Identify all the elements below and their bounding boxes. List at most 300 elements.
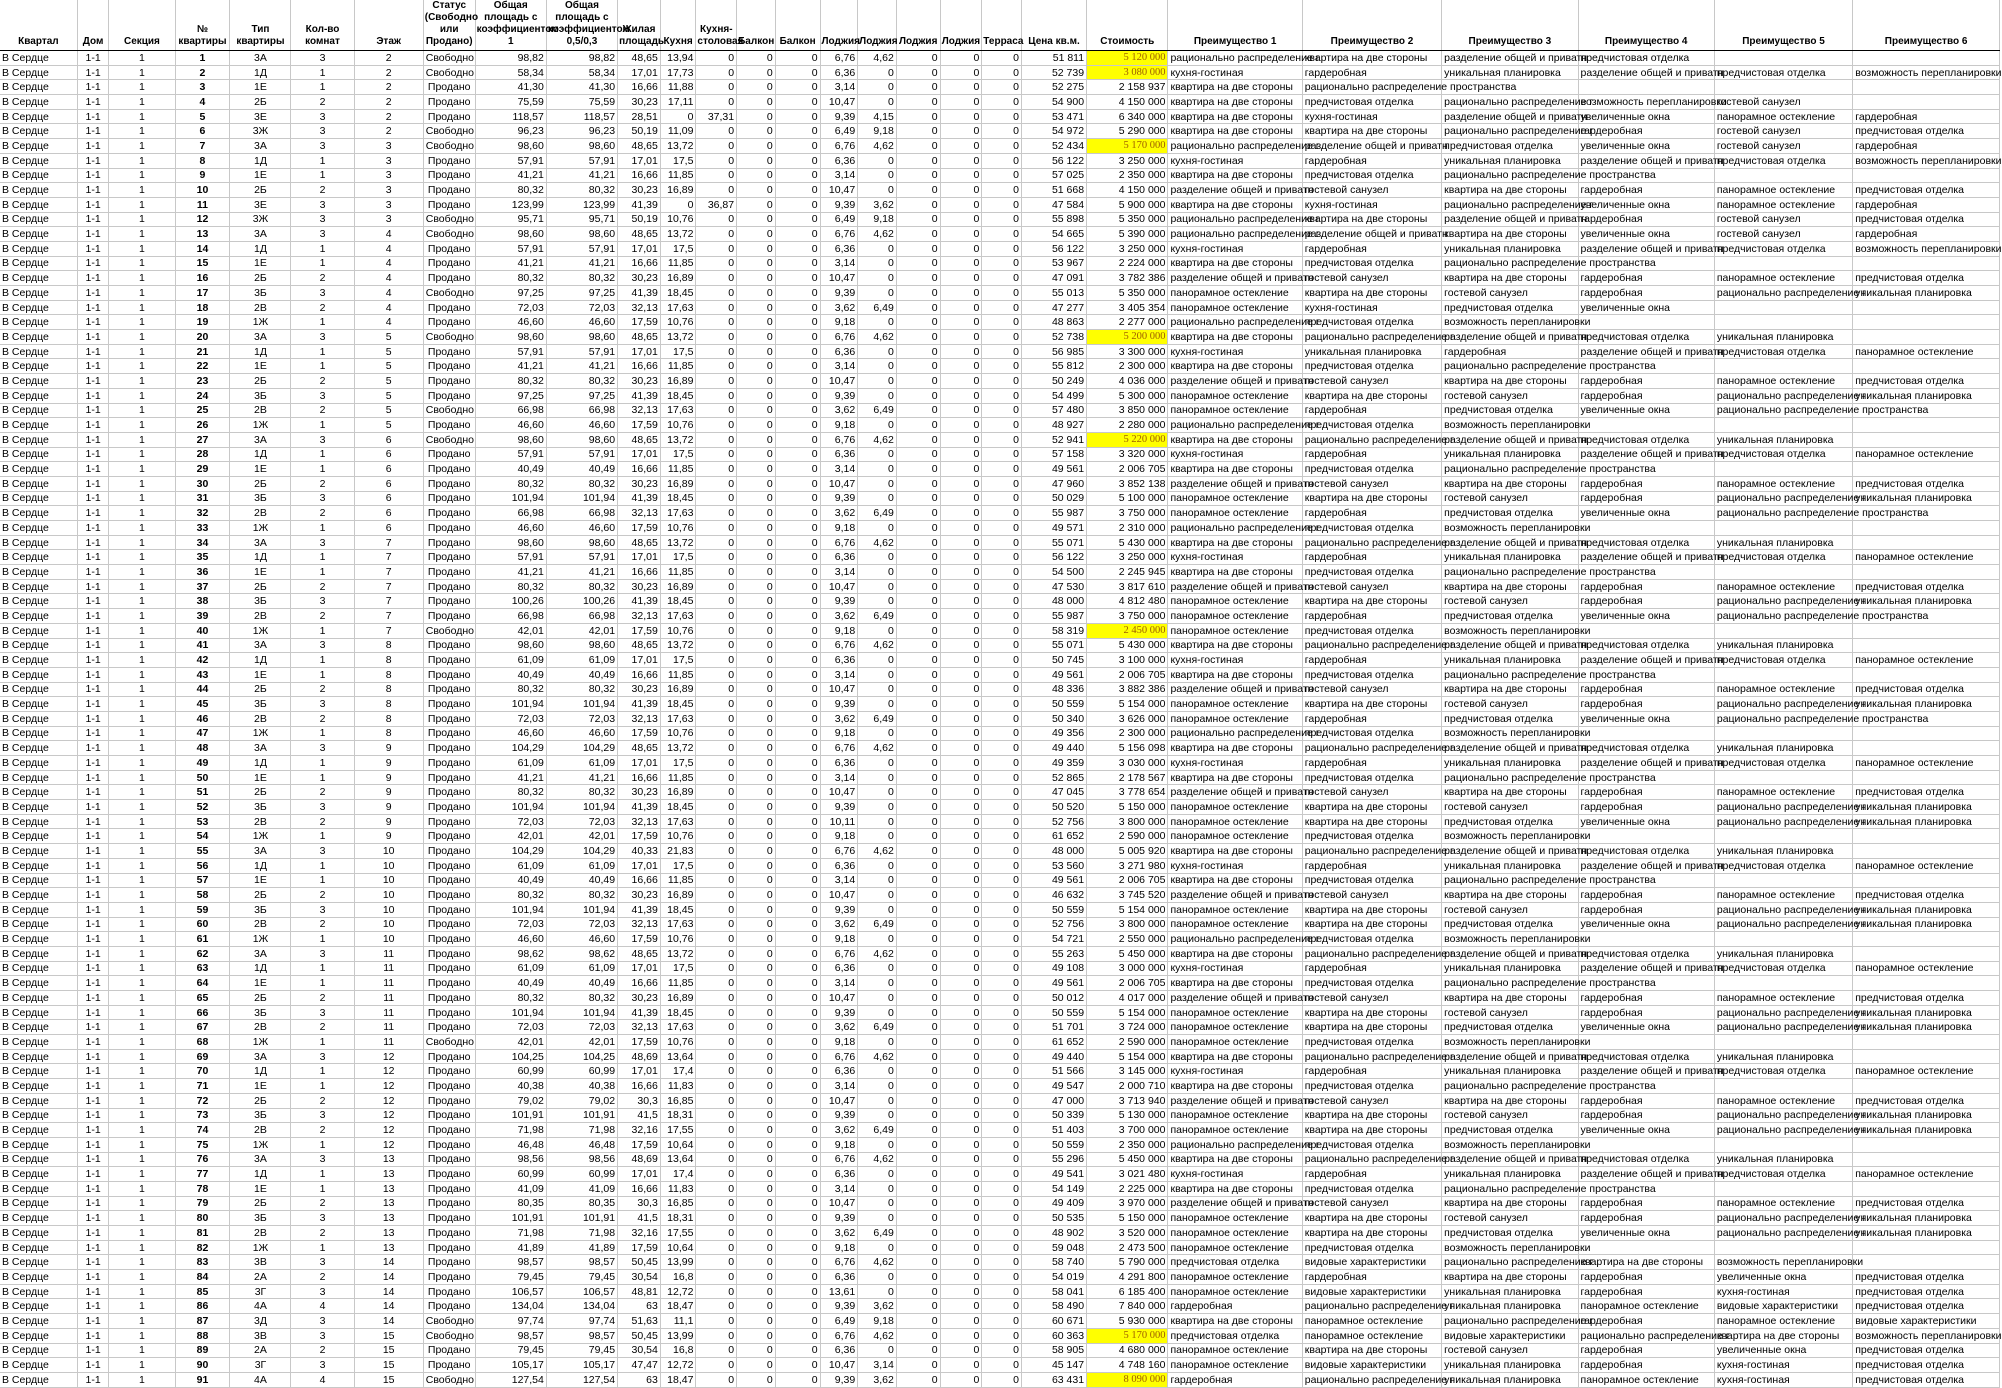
table-cell[interactable]: 3,14 xyxy=(820,873,858,888)
table-cell[interactable]: 0 xyxy=(858,829,897,844)
table-cell[interactable]: уникальная планировка xyxy=(1442,653,1578,668)
table-cell[interactable]: 3 250 000 xyxy=(1087,550,1168,565)
table-cell[interactable]: Продано xyxy=(423,991,475,1006)
table-cell[interactable]: 2 473 500 xyxy=(1087,1240,1168,1255)
table-cell[interactable]: 98,56 xyxy=(546,1152,617,1167)
table-cell[interactable]: 98,60 xyxy=(546,638,617,653)
table-cell[interactable]: рационально распределение г xyxy=(1302,638,1441,653)
table-cell[interactable]: 1-1 xyxy=(77,1299,109,1314)
table-cell[interactable]: 0 xyxy=(896,1093,940,1108)
table-cell[interactable]: 0 xyxy=(982,212,1022,227)
table-cell[interactable]: 0 xyxy=(858,682,897,697)
table-cell[interactable]: 0 xyxy=(775,462,820,477)
table-cell[interactable]: 47 xyxy=(175,726,230,741)
table-cell[interactable]: 1-1 xyxy=(77,1211,109,1226)
table-cell[interactable]: предчистовая отделка xyxy=(1302,168,1441,183)
table-cell[interactable]: 1 xyxy=(109,1064,175,1079)
table-cell[interactable]: 2 225 000 xyxy=(1087,1181,1168,1196)
table-cell[interactable]: 49 571 xyxy=(1021,521,1086,536)
table-cell[interactable]: 1Д xyxy=(230,447,291,462)
table-cell[interactable]: рационально распределение г xyxy=(1714,800,1852,815)
table-cell[interactable]: 3 800 000 xyxy=(1087,814,1168,829)
table-cell[interactable]: 54 721 xyxy=(1021,932,1086,947)
table-cell[interactable]: 3А xyxy=(230,1049,291,1064)
table-cell[interactable]: 1 xyxy=(109,638,175,653)
table-cell[interactable]: 4,62 xyxy=(858,741,897,756)
table-cell[interactable]: гардеробная xyxy=(1578,476,1714,491)
table-cell[interactable]: 0 xyxy=(775,1226,820,1241)
table-cell[interactable]: 79,02 xyxy=(546,1093,617,1108)
table-cell[interactable]: 1-1 xyxy=(77,1123,109,1138)
table-cell[interactable]: 4,62 xyxy=(858,139,897,154)
table-cell[interactable]: 0 xyxy=(940,80,982,95)
table-cell[interactable]: 4,62 xyxy=(858,330,897,345)
table-cell[interactable]: 0 xyxy=(896,756,940,771)
table-cell[interactable]: 4 xyxy=(354,271,423,286)
table-cell[interactable]: 3 782 386 xyxy=(1087,271,1168,286)
table-cell[interactable]: 6 185 400 xyxy=(1087,1284,1168,1299)
table-cell[interactable]: панорамное остекление xyxy=(1168,1020,1302,1035)
table-cell[interactable]: В Сердце xyxy=(0,1372,77,1387)
table-cell[interactable]: 0 xyxy=(737,682,776,697)
table-cell[interactable]: 58 041 xyxy=(1021,1284,1086,1299)
table-cell[interactable]: 3 xyxy=(291,1358,354,1373)
table-cell[interactable]: 0 xyxy=(982,1079,1022,1094)
table-cell[interactable]: 0 xyxy=(940,535,982,550)
table-cell[interactable]: 1Е xyxy=(230,770,291,785)
table-cell[interactable]: 3 745 520 xyxy=(1087,888,1168,903)
table-cell[interactable]: 2 xyxy=(291,579,354,594)
table-cell[interactable]: 0 xyxy=(775,432,820,447)
table-cell[interactable]: 50 559 xyxy=(1021,902,1086,917)
table-cell[interactable]: 36 xyxy=(175,565,230,580)
table-cell[interactable]: 0 xyxy=(982,726,1022,741)
table-cell[interactable]: 1 xyxy=(109,565,175,580)
table-cell[interactable]: 0 xyxy=(858,1079,897,1094)
table-cell[interactable]: 48,65 xyxy=(618,330,661,345)
column-header[interactable]: Кухня-столовая xyxy=(696,0,737,51)
table-cell[interactable]: 41,39 xyxy=(618,491,661,506)
table-cell[interactable]: квартира на две стороны xyxy=(1442,183,1578,198)
table-cell[interactable]: Продано xyxy=(423,667,475,682)
table-cell[interactable]: уникальная планировка xyxy=(1714,1152,1852,1167)
table-cell[interactable]: 54 900 xyxy=(1021,95,1086,110)
table-cell[interactable]: 100,26 xyxy=(546,594,617,609)
table-cell[interactable]: 0 xyxy=(696,844,737,859)
table-cell[interactable]: 3Ж xyxy=(230,212,291,227)
table-cell[interactable]: квартира на две стороны xyxy=(1442,785,1578,800)
table-cell[interactable] xyxy=(1714,667,1852,682)
table-cell[interactable]: квартира на две стороны xyxy=(1302,1211,1441,1226)
table-cell[interactable]: 1-1 xyxy=(77,418,109,433)
table-cell[interactable]: 6,49 xyxy=(820,212,858,227)
table-cell[interactable]: 17,11 xyxy=(660,95,696,110)
table-cell[interactable]: предчистовая отделка xyxy=(1578,51,1714,66)
table-cell[interactable]: 1Д xyxy=(230,653,291,668)
table-cell[interactable]: предчистовая отделка xyxy=(1302,95,1441,110)
table-cell[interactable]: 0 xyxy=(940,888,982,903)
table-cell[interactable]: предчистовая отделка xyxy=(1578,535,1714,550)
table-cell[interactable]: 0 xyxy=(696,697,737,712)
table-cell[interactable]: 1Ж xyxy=(230,932,291,947)
table-cell[interactable] xyxy=(1853,946,2000,961)
table-cell[interactable]: 0 xyxy=(940,51,982,66)
table-cell[interactable]: 18,45 xyxy=(660,902,696,917)
table-cell[interactable]: панорамное остекление xyxy=(1168,1270,1302,1285)
table-cell[interactable]: 0 xyxy=(737,1314,776,1329)
table-cell[interactable]: гардеробная xyxy=(1853,227,2000,242)
table-cell[interactable]: 2 xyxy=(291,917,354,932)
table-cell[interactable]: 7 xyxy=(354,550,423,565)
table-cell[interactable]: 50 520 xyxy=(1021,800,1086,815)
table-cell[interactable]: 17,63 xyxy=(660,917,696,932)
table-cell[interactable]: 3Б xyxy=(230,286,291,301)
table-cell[interactable]: 3 xyxy=(291,1049,354,1064)
table-cell[interactable]: В Сердце xyxy=(0,976,77,991)
table-cell[interactable]: 0 xyxy=(775,623,820,638)
table-cell[interactable]: 98,57 xyxy=(475,1328,546,1343)
table-cell[interactable]: рационально распределение г xyxy=(1442,95,1578,110)
table-cell[interactable]: гардеробная xyxy=(1578,124,1714,139)
table-cell[interactable]: 9,39 xyxy=(820,491,858,506)
table-cell[interactable]: 0 xyxy=(737,80,776,95)
table-cell[interactable]: 45 xyxy=(175,697,230,712)
table-cell[interactable]: 1-1 xyxy=(77,535,109,550)
table-cell[interactable]: 0 xyxy=(737,1240,776,1255)
table-cell[interactable]: 41,30 xyxy=(475,80,546,95)
table-cell[interactable]: 4 xyxy=(354,286,423,301)
table-cell[interactable]: 9 xyxy=(354,756,423,771)
table-cell[interactable]: 3 xyxy=(291,1284,354,1299)
table-cell[interactable]: 2 310 000 xyxy=(1087,521,1168,536)
table-cell[interactable]: 0 xyxy=(940,1284,982,1299)
table-cell[interactable]: 65 xyxy=(175,991,230,1006)
table-cell[interactable]: 2В xyxy=(230,1020,291,1035)
table-cell[interactable]: 0 xyxy=(696,1358,737,1373)
table-cell[interactable]: 1-1 xyxy=(77,462,109,477)
table-cell[interactable]: 3 750 000 xyxy=(1087,609,1168,624)
table-cell[interactable]: 44 xyxy=(175,682,230,697)
table-cell[interactable]: 0 xyxy=(696,462,737,477)
table-cell[interactable]: Продано xyxy=(423,418,475,433)
column-header[interactable]: Балкон xyxy=(775,0,820,51)
table-cell[interactable]: 0 xyxy=(940,1240,982,1255)
table-cell[interactable]: 9,18 xyxy=(820,623,858,638)
table-cell[interactable]: квартира на две стороны xyxy=(1302,212,1441,227)
table-cell[interactable]: 1 xyxy=(291,623,354,638)
table-cell[interactable] xyxy=(1714,770,1852,785)
table-cell[interactable]: Продано xyxy=(423,80,475,95)
table-cell[interactable]: В Сердце xyxy=(0,256,77,271)
table-cell[interactable]: разделение общей и приватн xyxy=(1578,447,1714,462)
table-cell[interactable]: 1-1 xyxy=(77,1079,109,1094)
table-cell[interactable]: 11,85 xyxy=(660,256,696,271)
table-cell[interactable]: кухня-гостиная xyxy=(1714,1358,1852,1373)
table-cell[interactable]: 0 xyxy=(737,286,776,301)
table-cell[interactable]: 2 xyxy=(291,991,354,1006)
table-cell[interactable]: 0 xyxy=(696,418,737,433)
table-cell[interactable]: 18,47 xyxy=(660,1372,696,1387)
table-cell[interactable]: 2Б xyxy=(230,1196,291,1211)
table-cell[interactable]: 6,76 xyxy=(820,227,858,242)
table-cell[interactable]: 0 xyxy=(696,491,737,506)
table-cell[interactable] xyxy=(1853,1079,2000,1094)
table-cell[interactable]: 32,13 xyxy=(618,1020,661,1035)
table-cell[interactable]: 3Б xyxy=(230,491,291,506)
table-cell[interactable]: кухня-гостиная xyxy=(1168,961,1302,976)
table-cell[interactable]: 1-1 xyxy=(77,902,109,917)
table-cell[interactable]: 6,36 xyxy=(820,241,858,256)
table-cell[interactable]: 11 xyxy=(354,1005,423,1020)
table-cell[interactable]: уникальная планировка xyxy=(1442,241,1578,256)
table-cell[interactable]: 0 xyxy=(896,506,940,521)
table-cell[interactable]: В Сердце xyxy=(0,95,77,110)
table-cell[interactable]: 17,63 xyxy=(660,711,696,726)
table-cell[interactable]: предчистовая отделка xyxy=(1302,976,1441,991)
table-cell[interactable]: 0 xyxy=(775,227,820,242)
table-cell[interactable]: разделение общей и приватн xyxy=(1168,785,1302,800)
table-cell[interactable]: 17,01 xyxy=(618,153,661,168)
table-cell[interactable]: 55 263 xyxy=(1021,946,1086,961)
table-cell[interactable]: 0 xyxy=(896,1196,940,1211)
table-cell[interactable]: 1-1 xyxy=(77,139,109,154)
table-cell[interactable]: 0 xyxy=(858,271,897,286)
table-cell[interactable] xyxy=(1578,829,1714,844)
table-cell[interactable]: 1 xyxy=(109,844,175,859)
table-cell[interactable]: 0 xyxy=(940,271,982,286)
table-cell[interactable]: 0 xyxy=(775,447,820,462)
table-cell[interactable]: 1Д xyxy=(230,1167,291,1182)
table-cell[interactable]: 48 336 xyxy=(1021,682,1086,697)
table-cell[interactable]: 101,94 xyxy=(546,902,617,917)
table-cell[interactable]: 9,39 xyxy=(820,594,858,609)
table-cell[interactable] xyxy=(1853,565,2000,580)
table-cell[interactable]: 0 xyxy=(775,1020,820,1035)
table-cell[interactable]: 1-1 xyxy=(77,432,109,447)
table-cell[interactable]: разделение общей и приватн xyxy=(1168,888,1302,903)
table-cell[interactable]: 1 xyxy=(109,770,175,785)
table-cell[interactable]: В Сердце xyxy=(0,1328,77,1343)
table-cell[interactable]: 2 158 937 xyxy=(1087,80,1168,95)
table-cell[interactable]: 3 080 000 xyxy=(1087,65,1168,80)
table-cell[interactable]: разделение общей и приватн xyxy=(1442,638,1578,653)
table-cell[interactable]: кухня-гостиная xyxy=(1714,1372,1852,1387)
table-cell[interactable] xyxy=(1714,521,1852,536)
table-cell[interactable]: 0 xyxy=(940,946,982,961)
table-cell[interactable]: 0 xyxy=(896,51,940,66)
table-cell[interactable]: 0 xyxy=(982,1093,1022,1108)
table-cell[interactable]: рационально распределение г xyxy=(1168,212,1302,227)
table-cell[interactable]: 1 xyxy=(291,1240,354,1255)
table-cell[interactable]: 4 xyxy=(354,227,423,242)
table-cell[interactable]: 101,94 xyxy=(475,902,546,917)
table-cell[interactable]: 55 xyxy=(175,844,230,859)
table-cell[interactable]: предчистовая отделка xyxy=(1853,1299,2000,1314)
table-cell[interactable]: квартира на две стороны xyxy=(1442,888,1578,903)
table-cell[interactable]: 6,49 xyxy=(858,300,897,315)
table-cell[interactable]: 0 xyxy=(982,1005,1022,1020)
table-cell[interactable]: гостевой санузел xyxy=(1302,888,1441,903)
table-cell[interactable]: уникальная планировка xyxy=(1853,814,2000,829)
table-cell[interactable]: 0 xyxy=(696,829,737,844)
table-cell[interactable]: 101,91 xyxy=(475,1108,546,1123)
table-cell[interactable]: 32,16 xyxy=(618,1226,661,1241)
table-cell[interactable]: 3,14 xyxy=(820,770,858,785)
table-cell[interactable]: 17,4 xyxy=(660,1064,696,1079)
table-cell[interactable]: 60 671 xyxy=(1021,1314,1086,1329)
table-cell[interactable]: 13,72 xyxy=(660,638,696,653)
table-cell[interactable]: 0 xyxy=(896,388,940,403)
table-cell[interactable]: 52 434 xyxy=(1021,139,1086,154)
table-cell[interactable]: 32,13 xyxy=(618,403,661,418)
table-cell[interactable]: уникальная планировка xyxy=(1853,1211,2000,1226)
table-cell[interactable]: 4 017 000 xyxy=(1087,991,1168,1006)
table-cell[interactable]: 2 xyxy=(291,609,354,624)
table-cell[interactable]: квартира на две стороны xyxy=(1302,1108,1441,1123)
table-cell[interactable]: рационально распределение г xyxy=(1442,1255,1578,1270)
table-cell[interactable]: 5 154 000 xyxy=(1087,1049,1168,1064)
table-cell[interactable]: 0 xyxy=(982,197,1022,212)
table-cell[interactable]: 1-1 xyxy=(77,1196,109,1211)
table-cell[interactable]: 0 xyxy=(940,785,982,800)
table-cell[interactable]: 1-1 xyxy=(77,814,109,829)
table-cell[interactable]: предчистовая отделка xyxy=(1302,1240,1441,1255)
table-cell[interactable]: Свободно xyxy=(423,432,475,447)
table-cell[interactable]: В Сердце xyxy=(0,1020,77,1035)
table-cell[interactable]: квартира на две стороны xyxy=(1714,1328,1852,1343)
table-cell[interactable]: 0 xyxy=(737,256,776,271)
table-cell[interactable]: уникальная планировка xyxy=(1442,858,1578,873)
table-cell[interactable]: 0 xyxy=(858,579,897,594)
table-cell[interactable]: 2 xyxy=(291,403,354,418)
table-cell[interactable]: Продано xyxy=(423,1240,475,1255)
table-cell[interactable]: разделение общей и приватн xyxy=(1442,330,1578,345)
table-cell[interactable]: 48,81 xyxy=(618,1284,661,1299)
table-cell[interactable]: 5 200 000 xyxy=(1087,330,1168,345)
table-cell[interactable]: 9,18 xyxy=(858,124,897,139)
column-header[interactable]: Преимущество 4 xyxy=(1578,0,1714,51)
table-cell[interactable]: 0 xyxy=(737,1093,776,1108)
table-cell[interactable]: 0 xyxy=(940,168,982,183)
table-cell[interactable]: 3 xyxy=(291,124,354,139)
table-cell[interactable]: 30 xyxy=(175,476,230,491)
table-cell[interactable]: 6 xyxy=(354,506,423,521)
table-cell[interactable]: кухня-гостиная xyxy=(1302,300,1441,315)
table-cell[interactable]: Продано xyxy=(423,844,475,859)
table-cell[interactable]: 6,36 xyxy=(820,447,858,462)
table-cell[interactable]: Продано xyxy=(423,388,475,403)
table-cell[interactable]: 0 xyxy=(982,873,1022,888)
table-cell[interactable]: 98,60 xyxy=(475,227,546,242)
table-cell[interactable] xyxy=(1578,1137,1714,1152)
table-cell[interactable]: 80,32 xyxy=(546,991,617,1006)
table-cell[interactable]: предчистовая отделка xyxy=(1442,711,1578,726)
table-cell[interactable]: 0 xyxy=(737,153,776,168)
table-cell[interactable]: 0 xyxy=(858,756,897,771)
table-cell[interactable]: 4 748 160 xyxy=(1087,1358,1168,1373)
table-cell[interactable] xyxy=(1853,770,2000,785)
table-cell[interactable]: 17,59 xyxy=(618,829,661,844)
table-cell[interactable]: Свободно xyxy=(423,139,475,154)
table-cell[interactable]: разделение общей и приватн xyxy=(1442,741,1578,756)
table-cell[interactable]: рационально распределение г xyxy=(1302,330,1441,345)
table-cell[interactable]: 1 xyxy=(109,241,175,256)
table-cell[interactable]: 2Б xyxy=(230,785,291,800)
table-cell[interactable] xyxy=(1714,1181,1852,1196)
table-cell[interactable]: 0 xyxy=(896,1108,940,1123)
table-cell[interactable]: 2Б xyxy=(230,374,291,389)
table-cell[interactable]: 0 xyxy=(896,109,940,124)
table-cell[interactable]: 5 450 000 xyxy=(1087,946,1168,961)
table-cell[interactable]: 3 xyxy=(354,183,423,198)
table-cell[interactable]: гостевой санузел xyxy=(1302,476,1441,491)
table-cell[interactable]: 13,72 xyxy=(660,139,696,154)
table-cell[interactable]: 1 xyxy=(109,1284,175,1299)
table-cell[interactable]: 80 xyxy=(175,1211,230,1226)
table-cell[interactable]: 0 xyxy=(982,1226,1022,1241)
table-cell[interactable]: 0 xyxy=(775,124,820,139)
table-cell[interactable]: 98,60 xyxy=(475,330,546,345)
table-cell[interactable]: 2 xyxy=(354,124,423,139)
table-cell[interactable]: 9 xyxy=(354,741,423,756)
table-cell[interactable]: 2 006 705 xyxy=(1087,873,1168,888)
table-cell[interactable] xyxy=(1714,315,1852,330)
table-cell[interactable]: предчистовая отделка xyxy=(1442,1226,1578,1241)
table-cell[interactable]: 0 xyxy=(737,991,776,1006)
table-cell[interactable]: рационально распределение г xyxy=(1714,388,1852,403)
table-cell[interactable]: 17,59 xyxy=(618,418,661,433)
table-cell[interactable]: 0 xyxy=(940,1372,982,1387)
table-cell[interactable]: рационально распределение пространства xyxy=(1442,359,1578,374)
table-cell[interactable]: 48 000 xyxy=(1021,844,1086,859)
table-cell[interactable]: предчистовая отделка xyxy=(1714,961,1852,976)
table-cell[interactable]: 72 xyxy=(175,1093,230,1108)
table-cell[interactable]: предчистовая отделка xyxy=(1853,374,2000,389)
table-cell[interactable]: 40,49 xyxy=(475,462,546,477)
table-cell[interactable]: предчистовая отделка xyxy=(1302,726,1441,741)
table-cell[interactable]: Свободно xyxy=(423,1372,475,1387)
table-cell[interactable]: 59 xyxy=(175,902,230,917)
table-cell[interactable]: разделение общей и приватн xyxy=(1442,51,1578,66)
table-cell[interactable]: предчистовая отделка xyxy=(1442,300,1578,315)
table-cell[interactable]: 0 xyxy=(896,95,940,110)
table-cell[interactable]: 0 xyxy=(896,1270,940,1285)
table-cell[interactable]: 0 xyxy=(896,829,940,844)
table-cell[interactable]: 0 xyxy=(940,594,982,609)
table-cell[interactable]: 1-1 xyxy=(77,197,109,212)
table-cell[interactable]: квартира на две стороны xyxy=(1302,814,1441,829)
table-cell[interactable]: 32,13 xyxy=(618,300,661,315)
table-cell[interactable]: 79,45 xyxy=(475,1270,546,1285)
table-cell[interactable]: 0 xyxy=(982,932,1022,947)
table-cell[interactable]: 1 xyxy=(109,961,175,976)
table-cell[interactable]: 69 xyxy=(175,1049,230,1064)
table-cell[interactable]: 0 xyxy=(896,168,940,183)
column-header[interactable]: Кол-во комнат xyxy=(291,0,354,51)
table-cell[interactable]: 0 xyxy=(696,300,737,315)
table-cell[interactable]: 0 xyxy=(940,344,982,359)
table-cell[interactable]: 10,47 xyxy=(820,1196,858,1211)
table-cell[interactable]: 1 xyxy=(291,462,354,477)
table-cell[interactable]: видовые характеристики xyxy=(1853,1314,2000,1329)
table-cell[interactable]: 41,21 xyxy=(475,770,546,785)
table-cell[interactable]: 0 xyxy=(696,212,737,227)
table-cell[interactable]: 0 xyxy=(775,770,820,785)
table-cell[interactable]: 89 xyxy=(175,1343,230,1358)
table-cell[interactable]: 80,32 xyxy=(546,888,617,903)
table-cell[interactable]: 41,21 xyxy=(546,359,617,374)
table-cell[interactable]: предчистовая отделка xyxy=(1853,991,2000,1006)
